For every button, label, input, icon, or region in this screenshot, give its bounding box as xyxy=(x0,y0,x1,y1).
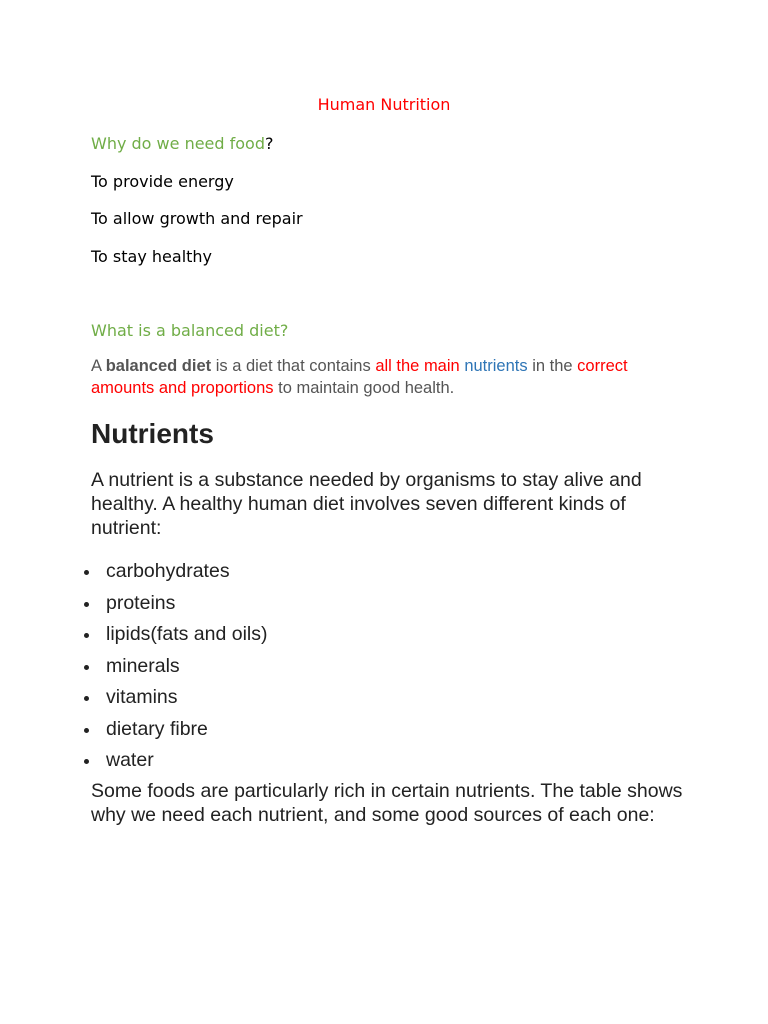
bullet-icon xyxy=(84,570,89,575)
nutrient-label: carbohydrates xyxy=(106,560,230,582)
list-item xyxy=(78,715,478,747)
question-why-food-text: Why do we need food xyxy=(91,134,265,153)
closing-paragraph: Some foods are particularly rich in certain nutrients. The table shows why we need each nutrient, and some good sources of each one: xyxy=(91,780,683,826)
bullet-icon xyxy=(84,602,89,607)
balanced-diet-definition xyxy=(91,355,691,399)
bullet-icon xyxy=(84,728,89,733)
list-item xyxy=(78,746,478,778)
bullet-icon xyxy=(84,665,89,670)
list-item xyxy=(78,557,478,589)
bullet-icon xyxy=(84,759,89,764)
nutrients-heading: Nutrients xyxy=(91,418,214,449)
nutrient-label: proteins xyxy=(106,591,176,614)
list-item xyxy=(78,620,478,652)
reason-growth: To allow growth and repair xyxy=(91,209,303,228)
definition-part: A xyxy=(91,357,106,375)
question-why-food xyxy=(91,132,274,156)
reason-healthy: To stay healthy xyxy=(91,247,213,266)
list-item xyxy=(78,683,478,715)
definition-highlight-amounts: correct amounts and proportions xyxy=(91,357,628,397)
nutrient-label: water xyxy=(106,749,154,771)
definition-part: to maintain good health. xyxy=(273,379,455,397)
definition-part: is a diet that contains xyxy=(211,357,376,375)
definition-part: in the xyxy=(527,357,578,375)
nutrient-label: vitamins xyxy=(106,686,178,708)
reason-energy: To provide energy xyxy=(91,172,234,191)
definition-highlight-main: all the main xyxy=(375,357,460,375)
question-mark: ? xyxy=(265,134,274,153)
question-balanced-diet: What is a balanced diet? xyxy=(91,321,289,340)
nutrient-intro: A nutrient is a substance needed by organisms to stay alive and healthy. A healthy human diet involves seven different kinds of nutrient: xyxy=(91,469,642,539)
bullet-icon xyxy=(84,633,89,638)
nutrient-label: dietary fibre xyxy=(106,717,208,740)
nutrient-label: lipids(fats and oils) xyxy=(106,623,268,645)
definition-link-nutrients: nutrients xyxy=(464,357,528,375)
bullet-icon xyxy=(84,696,89,701)
definition-term: balanced diet xyxy=(105,357,212,375)
nutrient-label: minerals xyxy=(106,654,180,677)
list-item xyxy=(78,652,478,684)
nutrient-list xyxy=(78,557,478,778)
document-title: Human Nutrition xyxy=(317,95,451,114)
list-item xyxy=(78,589,478,621)
